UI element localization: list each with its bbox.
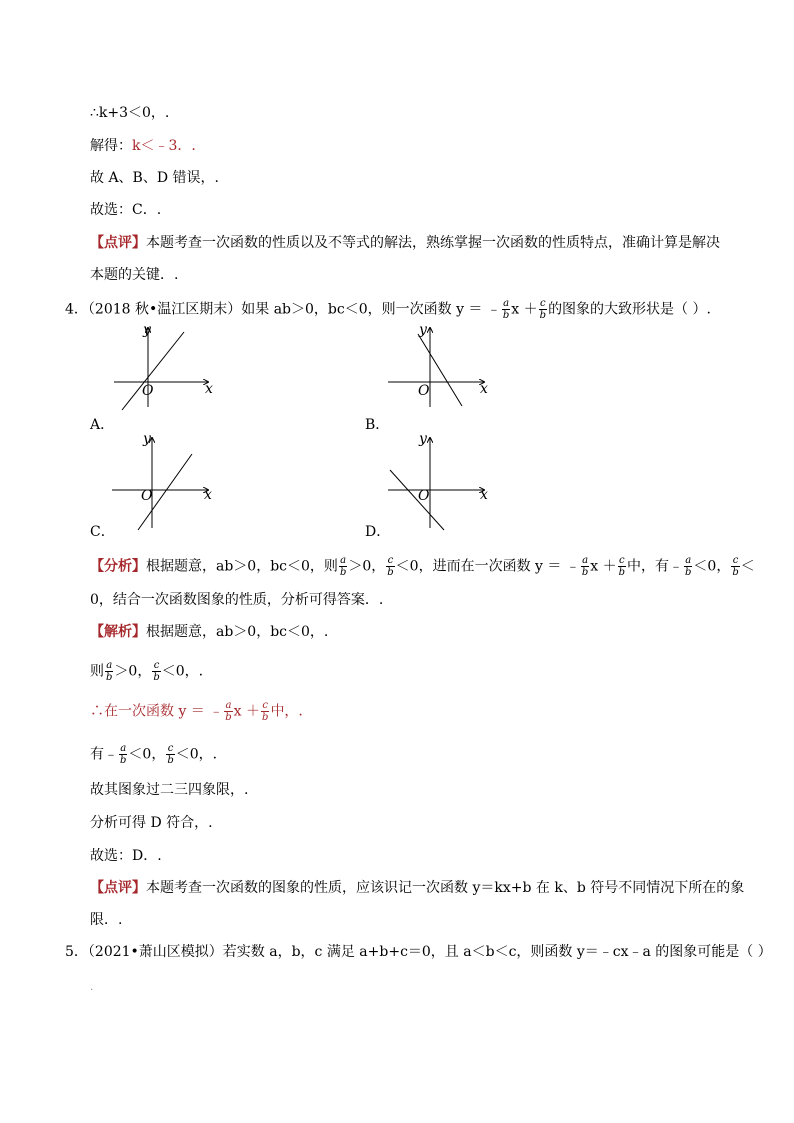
comment2-tag: 【点评】 xyxy=(90,880,146,896)
analysis-line-2: 0，结合一次函数图象的性质，分析可得答案．. xyxy=(90,592,384,608)
solution-line-3 xyxy=(90,700,303,723)
line-comment-2: 本题的关键．. xyxy=(90,267,179,283)
solution-text: 根据题意，ab＞0，bc＜0，. xyxy=(146,624,329,640)
solution-text: ＜0， xyxy=(128,746,166,763)
graph-b-y: y xyxy=(419,322,427,338)
frac-den: b xyxy=(539,310,547,321)
frac-a-over-b xyxy=(684,555,692,578)
frac-c-over-b xyxy=(166,743,174,766)
question-4 xyxy=(65,298,711,321)
frac-num: a xyxy=(120,743,127,754)
graph-d-o: O xyxy=(418,488,430,504)
solution-line-5: 故其图象过二三四象限，. xyxy=(90,782,249,798)
frac-a-over-b xyxy=(502,298,510,321)
frac-c-over-b xyxy=(152,660,160,683)
frac-c-over-b xyxy=(618,555,626,578)
graph-d-y: y xyxy=(419,431,427,447)
solution-line-6: 分析可得 D 符合，. xyxy=(90,815,213,831)
graph-a-y: y xyxy=(143,322,151,338)
frac-den: b xyxy=(685,567,692,578)
line-solve xyxy=(90,136,196,156)
solution-line-4 xyxy=(90,743,217,766)
option-b: B． xyxy=(365,417,390,433)
graph-c-o: O xyxy=(141,488,153,504)
frac-a-over-b xyxy=(105,660,113,683)
solution-line-1 xyxy=(90,622,328,642)
frac-num: c xyxy=(167,743,174,754)
line-k-inequality: ∴k+3＜0，. xyxy=(90,105,170,121)
comment-text: 本题考查一次函数的性质以及不等式的解法，熟练掌握一次函数的性质特点，准确计算是解决 xyxy=(146,235,720,251)
frac-den: b xyxy=(120,755,127,766)
frac-num: c xyxy=(619,555,625,566)
graph-d xyxy=(384,432,494,532)
frac-den: b xyxy=(339,567,347,578)
comment-tag: 【点评】 xyxy=(90,235,146,251)
solution-text: ＞0， xyxy=(114,663,152,680)
frac-den: b xyxy=(225,712,232,723)
solution-text: ∴在一次函数 y ＝ ﹣ xyxy=(90,703,224,720)
frac-den: b xyxy=(581,567,589,578)
solution-text: ＜0，. xyxy=(161,663,204,680)
frac-den: b xyxy=(502,310,510,321)
line-wrong-options: 故 A、B、D 错误，. xyxy=(90,170,219,186)
frac-den: b xyxy=(106,672,113,683)
graph-d-x: x xyxy=(480,487,488,503)
solution-text: ＜0，. xyxy=(175,746,218,763)
frac-num: c xyxy=(540,298,546,309)
solve-result: k＜﹣3．. xyxy=(132,138,196,154)
solution-line-2 xyxy=(90,660,203,683)
frac-num: c xyxy=(387,555,394,566)
solution-line-7: 故选：D．. xyxy=(90,848,162,864)
comment2-line-1 xyxy=(90,878,744,898)
frac-c-over-b xyxy=(386,555,394,578)
line-answer-c: 故选：C．. xyxy=(90,202,162,218)
solve-label: 解得： xyxy=(90,138,132,154)
analysis-text: ＜0，进而在一次函数 y ＝ ﹣ xyxy=(395,558,580,575)
question-5-tail: . xyxy=(90,982,94,993)
frac-a-over-b xyxy=(581,555,589,578)
option-d: D． xyxy=(365,524,391,540)
solution-text: 有﹣ xyxy=(90,746,118,763)
frac-num: c xyxy=(262,700,269,711)
frac-a-over-b xyxy=(339,555,347,578)
q4-prefix: 4．（2018 秋•温江区期末）如果 ab＞0，bc＜0，则一次函数 y ＝ ﹣ xyxy=(65,301,501,318)
analysis-text: x ＋ xyxy=(590,558,617,575)
graph-line xyxy=(390,470,444,530)
frac-den: b xyxy=(153,672,160,683)
frac-den: b xyxy=(262,712,269,723)
frac-num: a xyxy=(106,660,113,671)
graph-a-o: O xyxy=(142,383,154,399)
comment2-line-2: 限．. xyxy=(90,912,123,928)
frac-num: a xyxy=(685,555,692,566)
graph-a-x: x xyxy=(205,381,213,397)
frac-num: a xyxy=(582,555,589,566)
graph-b-o: O xyxy=(418,383,430,399)
analysis-text: 根据题意，ab＞0，bc＜0，则 xyxy=(146,558,338,575)
analysis-text: ＞0， xyxy=(348,558,386,575)
solution-text: x ＋ xyxy=(233,703,261,720)
analysis-line-1 xyxy=(90,555,755,578)
graph-c xyxy=(108,432,218,532)
frac-den: b xyxy=(387,567,394,578)
frac-den: b xyxy=(167,755,174,766)
analysis-text: ＜0， xyxy=(693,558,731,575)
frac-den: b xyxy=(618,567,626,578)
frac-a-over-b xyxy=(224,700,232,723)
option-c: C． xyxy=(90,524,115,540)
analysis-text: ＜ xyxy=(740,558,755,575)
q4-post: 的图象的大致形状是（ ）. xyxy=(548,301,711,318)
frac-num: c xyxy=(153,660,160,671)
comment2-text: 本题考查一次函数的图象的性质，应该识记一次函数 y＝kx+b 在 k、b 符号不同情况下所在的象 xyxy=(146,880,745,896)
frac-den: b xyxy=(732,567,739,578)
solution-tag: 【解析】 xyxy=(90,624,146,640)
graph-c-x: x xyxy=(204,487,212,503)
frac-num: a xyxy=(225,700,232,711)
analysis-tag: 【分析】 xyxy=(90,558,146,575)
graph-b-x: x xyxy=(480,381,488,397)
q4-mid: x ＋ xyxy=(511,301,538,318)
graph-a xyxy=(108,322,218,412)
frac-c-over-b xyxy=(731,555,739,578)
solution-text: 则 xyxy=(90,663,104,680)
frac-num: a xyxy=(503,298,510,309)
frac-num: a xyxy=(340,555,347,566)
analysis-text: 中，有﹣ xyxy=(627,558,684,575)
line-comment-1 xyxy=(90,233,720,253)
question-5: 5．（2021•萧山区模拟）若实数 a，b，c 满足 a+b+c＝0，且 a＜b＜c，则函数 y＝﹣cx﹣a 的图象可能是（ ） xyxy=(65,944,772,960)
solution-text: 中，. xyxy=(270,703,303,720)
frac-c-over-b xyxy=(539,298,547,321)
graph-b xyxy=(384,322,494,412)
frac-num: c xyxy=(732,555,739,566)
frac-c-over-b xyxy=(261,700,269,723)
graph-c-y: y xyxy=(143,431,151,447)
frac-a-over-b xyxy=(119,743,127,766)
option-a: A． xyxy=(90,417,115,433)
